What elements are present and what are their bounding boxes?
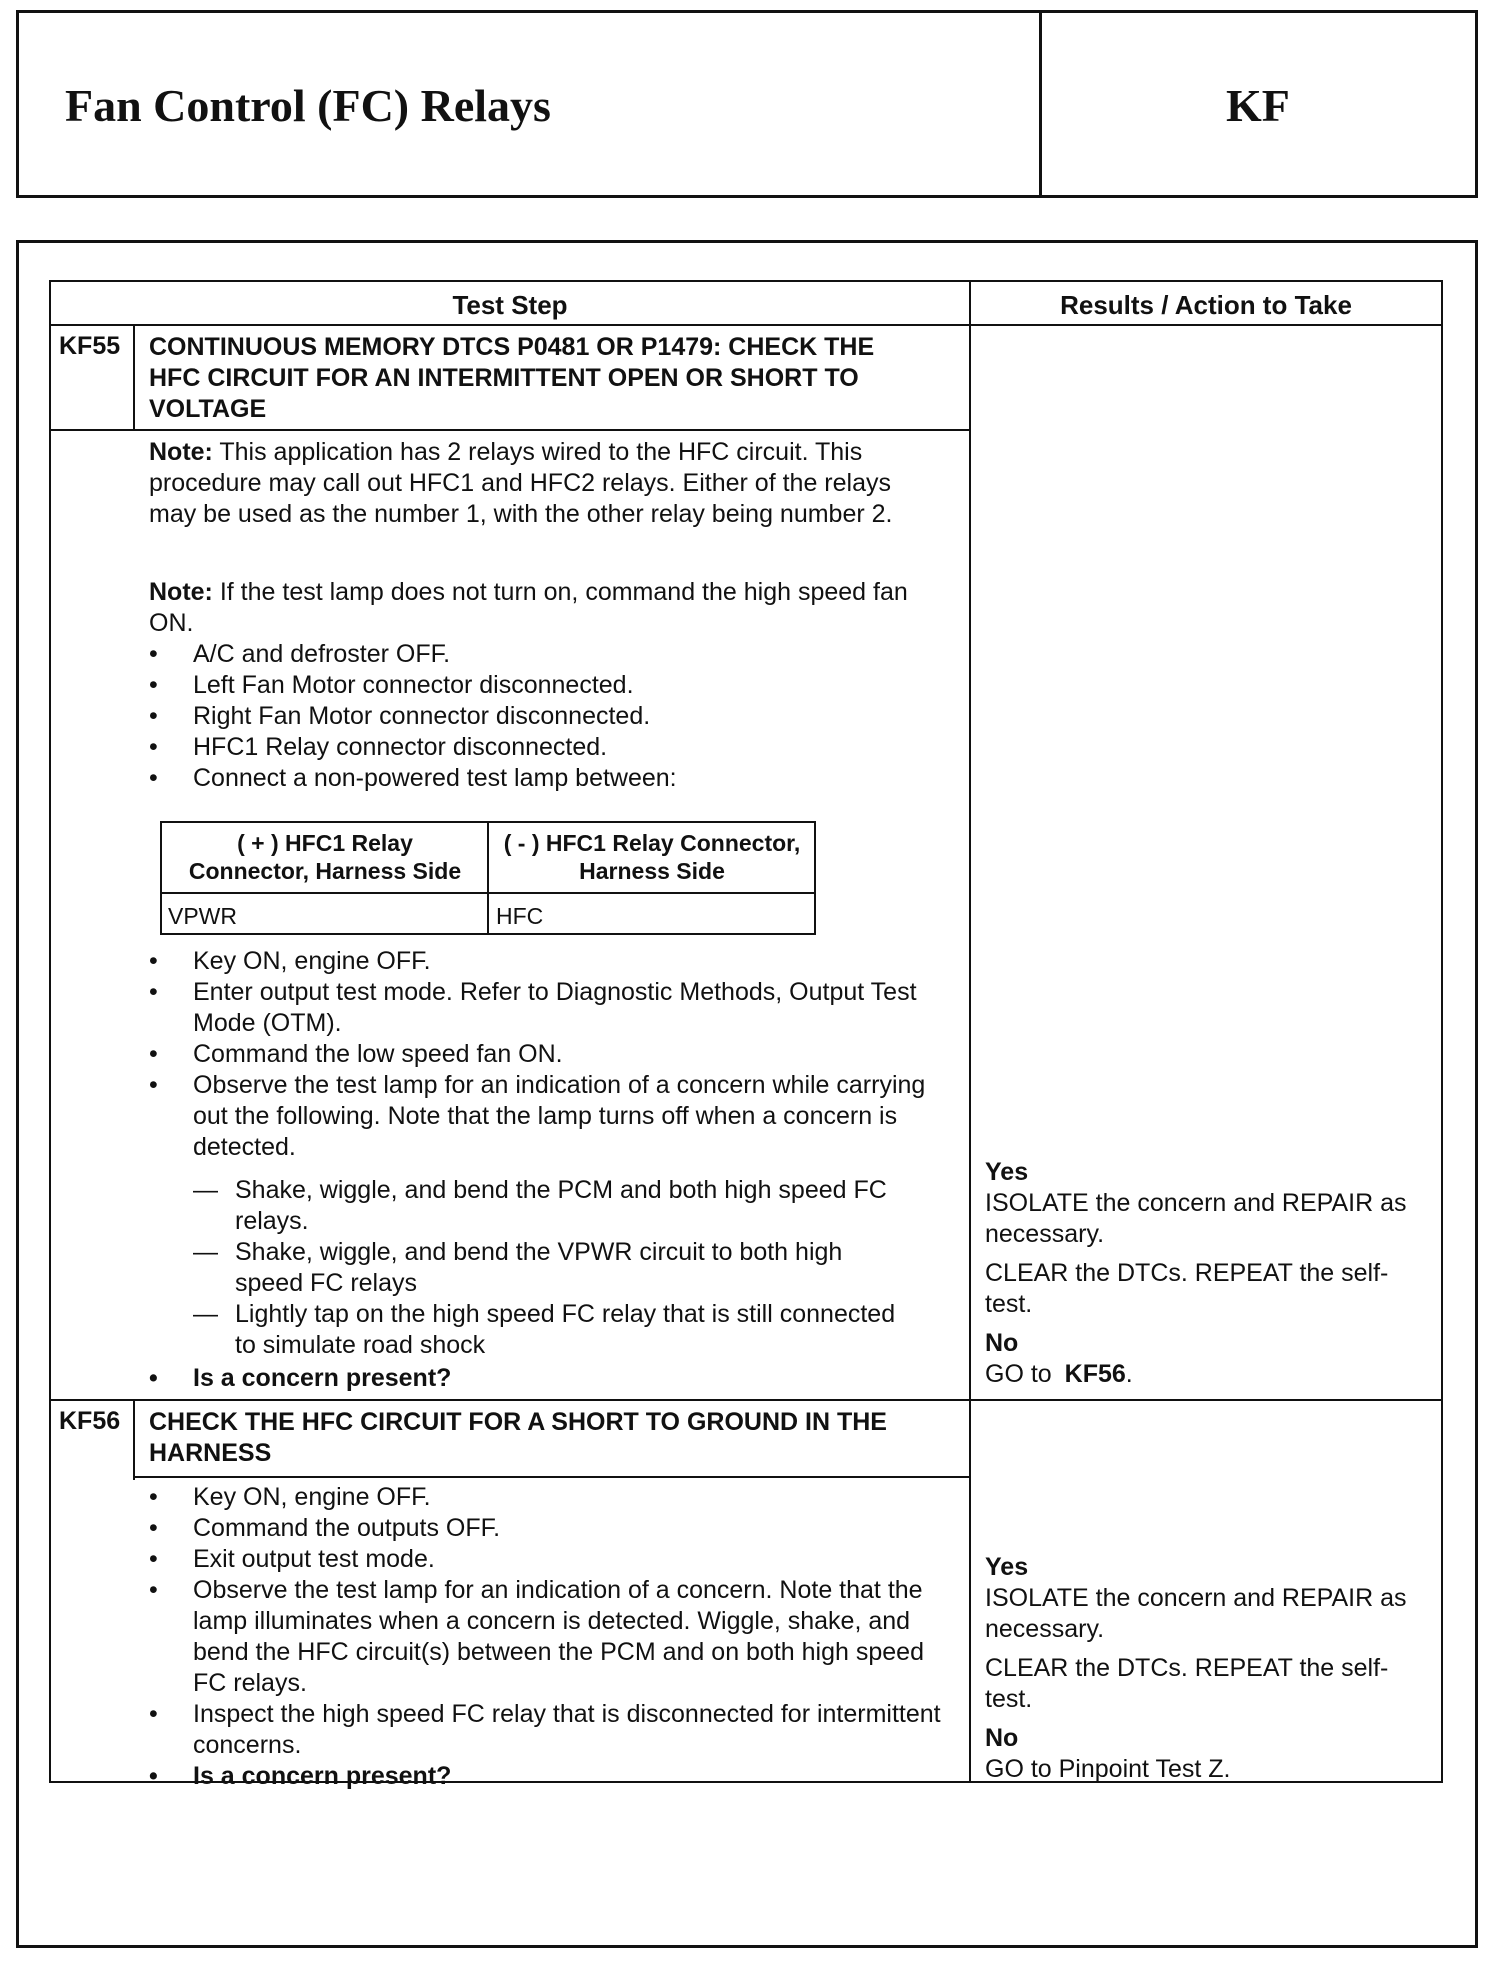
step-id-kf55: KF55 — [59, 332, 121, 360]
list-item: • Enter output test mode. Refer to Diagnostic Methods, Output Test Mode (OTM). — [149, 977, 949, 1039]
result-yes-action-2: CLEAR the DTCs. REPEAT the self-test. — [985, 1259, 1389, 1318]
connector-table — [160, 821, 816, 935]
column-header-test-step: Test Step — [452, 290, 568, 320]
page-title: Fan Control (FC) Relays — [65, 80, 551, 131]
kf56-row-line — [51, 1399, 1441, 1401]
list-item: • Key ON, engine OFF. — [149, 1482, 949, 1513]
kf56-procedure-list — [149, 1482, 949, 1792]
section-code: KF — [1226, 80, 1290, 131]
list-item: • HFC1 Relay connector disconnected. — [149, 732, 949, 763]
result-yes-action: ISOLATE the concern and REPAIR as necessary. — [985, 1584, 1407, 1643]
result-yes-action-2: CLEAR the DTCs. REPEAT the self-test. — [985, 1654, 1389, 1713]
note-text: If the test lamp does not turn on, command the high speed fan ON. — [149, 578, 908, 637]
result-no-prefix: GO to — [985, 1360, 1059, 1388]
result-no-action — [985, 1359, 1435, 1390]
list-item: — Shake, wiggle, and bend the PCM and both high speed FC relays. — [193, 1175, 913, 1237]
list-item: • Command the outputs OFF. — [149, 1513, 949, 1544]
page-header — [16, 10, 1478, 198]
list-item: — Shake, wiggle, and bend the VPWR circuit to both high speed FC relays — [193, 1237, 913, 1299]
connector-table-header-line — [162, 892, 814, 894]
question: • Is a concern present? — [149, 1363, 949, 1394]
list-item: • Observe the test lamp for an indication of a concern while carrying out the following. Note that the lamp turns off when a concern is detected. — [149, 1070, 949, 1163]
result-no-action: GO to Pinpoint Test Z. — [985, 1755, 1231, 1783]
connector-header-negative: ( - ) HFC1 Relay Connector, Harness Side — [503, 830, 801, 884]
kf55-setup-list — [149, 639, 949, 794]
question: • Is a concern present? — [149, 1761, 949, 1792]
kf55-check-list — [193, 1175, 913, 1361]
result-no-label: No — [985, 1724, 1019, 1752]
column-divider-results — [969, 282, 971, 1781]
test-step-table — [49, 280, 1443, 1790]
header-divider — [1039, 13, 1042, 195]
id-divider-kf55 — [133, 324, 135, 430]
kf56-results — [985, 1552, 1435, 1785]
list-item: • Observe the test lamp for an indication of a concern. Note that the lamp illuminates when a concern is detected. Wiggle, shake, and bend the HFC circuit(s) between the PCM and on both high speed FC relays. — [149, 1575, 949, 1699]
note-paragraph-2 — [149, 577, 939, 639]
connector-header-positive: ( + ) HFC1 Relay Connector, Harness Side — [188, 830, 462, 884]
list-item: • A/C and defroster OFF. — [149, 639, 949, 670]
kf55-title-line — [51, 429, 969, 431]
id-divider-kf55-body — [133, 430, 135, 1405]
result-yes-action: ISOLATE the concern and REPAIR as necessary. — [985, 1189, 1407, 1248]
list-item: — Lightly tap on the high speed FC relay that is still connected to simulate road shock — [193, 1299, 913, 1361]
header-row-line — [51, 324, 1441, 326]
step-title-kf56: CHECK THE HFC CIRCUIT FOR A SHORT TO GROUND IN THE HARNESS — [149, 1408, 887, 1467]
list-item: • Left Fan Motor connector disconnected. — [149, 670, 949, 701]
kf56-title-line — [133, 1476, 969, 1478]
note-label: Note: — [149, 438, 213, 466]
list-item: • Key ON, engine OFF. — [149, 946, 949, 977]
result-yes-label: Yes — [985, 1553, 1029, 1581]
column-header-results: Results / Action to Take — [1060, 290, 1352, 320]
list-item: • Exit output test mode. — [149, 1544, 949, 1575]
kf55-procedure-list — [149, 946, 949, 1163]
id-divider-kf56 — [133, 1400, 135, 1480]
list-item: • Command the low speed fan ON. — [149, 1039, 949, 1070]
result-yes-label: Yes — [985, 1158, 1029, 1186]
list-item: • Inspect the high speed FC relay that is disconnected for intermittent concerns. — [149, 1699, 949, 1761]
connector-cell-negative: HFC — [496, 903, 544, 929]
kf55-results — [985, 1157, 1435, 1390]
result-no-suffix: . — [1125, 1360, 1133, 1388]
connector-table-divider — [487, 823, 489, 933]
list-item: • Connect a non-powered test lamp between: — [149, 763, 949, 794]
connector-cell-positive: VPWR — [168, 903, 237, 929]
note-paragraph-1 — [149, 437, 939, 530]
step-id-kf56: KF56 — [59, 1407, 121, 1435]
list-item: • Right Fan Motor connector disconnected. — [149, 701, 949, 732]
result-no-ref: KF56 — [1064, 1360, 1126, 1388]
result-no-label: No — [985, 1329, 1019, 1357]
note-text: This application has 2 relays wired to the HFC circuit. This procedure may call out HFC1 and HFC2 relays. Either of the relays may be used as the number 1, with the other relay being number 2. — [149, 438, 893, 528]
step-title-kf55: CONTINUOUS MEMORY DTCS P0481 OR P1479: CHECK THE HFC CIRCUIT FOR AN INTERMITTENT OPEN OR SHORT TO VOLTAGE — [149, 333, 875, 423]
note-label: Note: — [149, 578, 213, 606]
kf55-question-list — [149, 1363, 949, 1394]
